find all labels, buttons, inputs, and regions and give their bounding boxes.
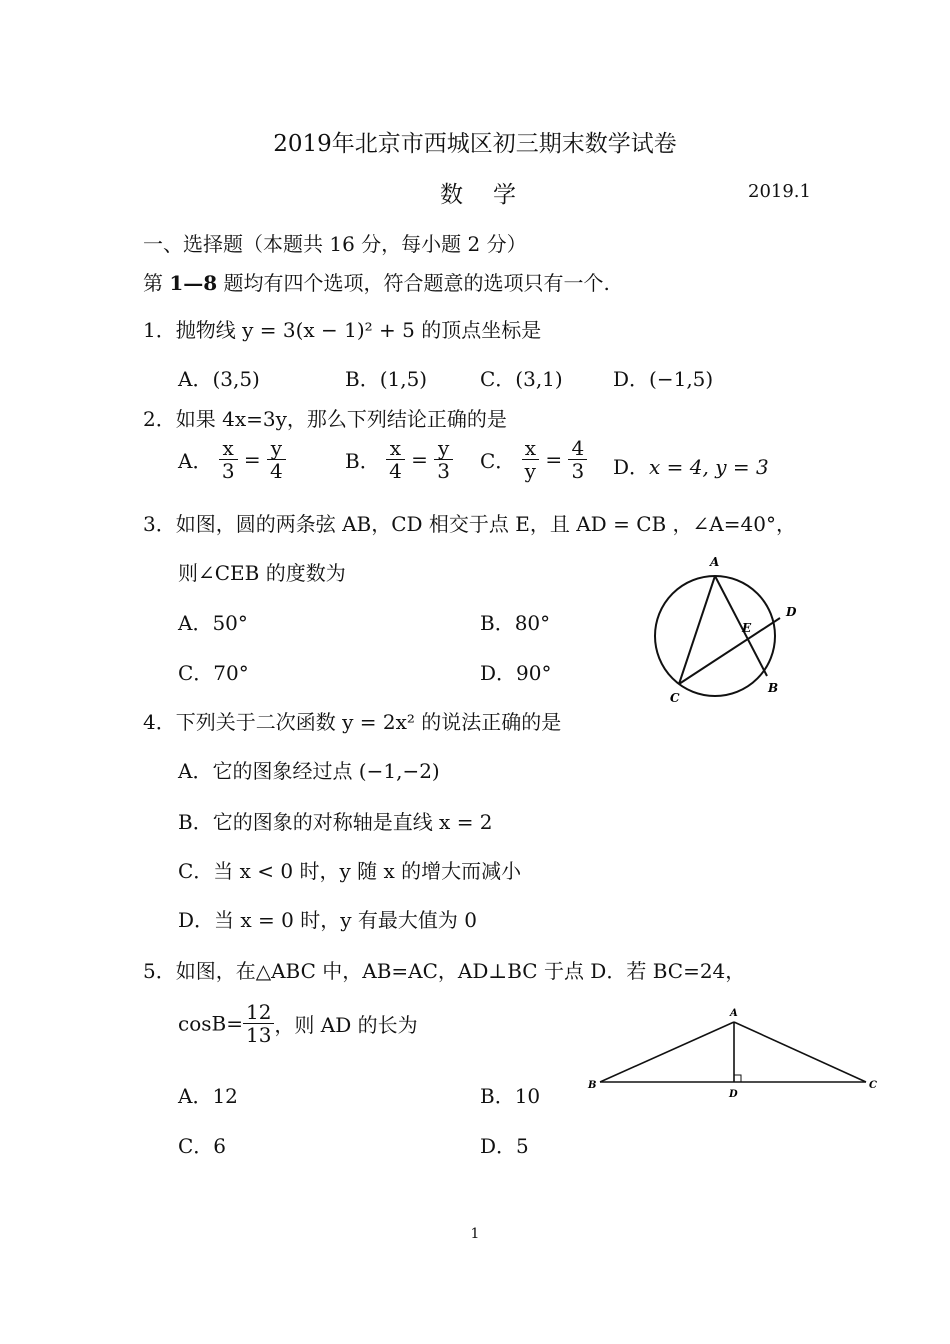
option-label: A． bbox=[178, 449, 213, 473]
denominator: 4 bbox=[270, 459, 283, 483]
question-1-stem bbox=[143, 314, 541, 343]
label-c: C bbox=[869, 1080, 877, 1091]
q5-option-b: B．10 bbox=[480, 1084, 541, 1108]
numerator: x bbox=[522, 437, 539, 460]
q1-option-b: B．(1,5) bbox=[345, 367, 428, 391]
question-number: 1． bbox=[143, 318, 176, 342]
label-e: E bbox=[742, 621, 752, 635]
label-a: A bbox=[710, 555, 720, 569]
fraction bbox=[386, 437, 405, 482]
fraction bbox=[522, 437, 539, 482]
denominator: y bbox=[524, 459, 536, 483]
right-angle-marker bbox=[734, 1075, 741, 1082]
numerator: x bbox=[219, 437, 238, 460]
question-number: 5． bbox=[143, 959, 176, 983]
q2-option-c bbox=[480, 437, 587, 482]
q1-option-d: D．(−1,5) bbox=[613, 367, 714, 391]
question-5-stem bbox=[143, 955, 745, 984]
question-text: 如果 4x=3y，那么下列结论正确的是 bbox=[175, 407, 507, 431]
denominator: 4 bbox=[389, 459, 402, 483]
q1-option-a: A．(3,5) bbox=[178, 367, 260, 391]
q1-option-c: C．(3,1) bbox=[480, 367, 563, 391]
label-b: B bbox=[768, 681, 779, 695]
instructions-suffix: 题均有四个选项，符合题意的选项只有一个. bbox=[217, 271, 610, 295]
option-label: D． bbox=[613, 455, 650, 479]
triangle-figure bbox=[580, 1002, 880, 1102]
side-ab bbox=[600, 1022, 734, 1082]
exam-date: 2019.1 bbox=[748, 181, 811, 202]
cos-prefix: cosB= bbox=[178, 1011, 243, 1036]
subject-heading: 数学 bbox=[440, 182, 546, 208]
question-3-stem-cont: 则∠CEB 的度数为 bbox=[178, 561, 346, 585]
question-text: 抛物线 y = 3(x − 1)² + 5 的顶点坐标是 bbox=[175, 318, 542, 342]
fraction bbox=[219, 437, 238, 482]
label-c: C bbox=[670, 691, 680, 705]
q5-option-d: D．5 bbox=[480, 1134, 529, 1158]
equals: = bbox=[545, 447, 563, 472]
question-number: 4． bbox=[143, 710, 176, 734]
q2-option-d bbox=[613, 451, 769, 480]
q2-option-b bbox=[345, 437, 453, 482]
question-number: 2． bbox=[143, 407, 176, 431]
page-number: 1 bbox=[470, 1226, 480, 1242]
option-text: x = 4, y = 3 bbox=[649, 455, 769, 479]
instructions-prefix: 第 bbox=[143, 271, 170, 295]
numerator: y bbox=[267, 437, 286, 460]
q4-option-b: B．它的图象的对称轴是直线 x = 2 bbox=[178, 810, 493, 834]
option-label: C． bbox=[480, 449, 516, 473]
numerator: y bbox=[434, 437, 453, 460]
circle-figure bbox=[640, 552, 820, 712]
question-text: 如图，在△ABC 中，AB=AC，AD⊥BC 于点 D．若 BC=24， bbox=[175, 959, 746, 983]
option-label: B． bbox=[345, 449, 380, 473]
fraction bbox=[243, 1001, 274, 1046]
fraction bbox=[568, 437, 587, 482]
label-a: A bbox=[730, 1008, 738, 1019]
side-ac bbox=[734, 1022, 866, 1082]
denominator: 3 bbox=[571, 459, 585, 483]
q4-option-a: A．它的图象经过点 (−1,−2) bbox=[178, 759, 440, 783]
q3-option-c: C．70° bbox=[178, 661, 249, 685]
chord-cd bbox=[679, 618, 780, 684]
denominator: 13 bbox=[245, 1023, 272, 1047]
denominator: 3 bbox=[437, 459, 451, 483]
question-3-stem bbox=[143, 508, 796, 537]
instructions bbox=[143, 267, 610, 296]
label-d: D bbox=[786, 605, 797, 619]
question-text: ，则 AD 的长为 bbox=[274, 1013, 418, 1037]
question-2-stem bbox=[143, 403, 507, 432]
section-heading: 一、选择题（本题共 16 分，每小题 2 分） bbox=[143, 232, 527, 256]
q5-option-c: C．6 bbox=[178, 1134, 227, 1158]
q5-option-a: A．12 bbox=[178, 1084, 238, 1108]
numerator: x bbox=[386, 437, 405, 460]
equals: = bbox=[243, 447, 261, 472]
instructions-range: 1—8 bbox=[169, 271, 218, 295]
question-4-stem bbox=[143, 706, 561, 735]
question-text: 如图，圆的两条弦 AB，CD 相交于点 E，且 AD = CB ，∠A=40°， bbox=[175, 512, 796, 536]
chord-ac bbox=[679, 576, 715, 684]
question-5-stem-cont bbox=[178, 1001, 418, 1046]
numerator: 4 bbox=[568, 437, 587, 460]
exam-title: 2019年北京市西城区初三期末数学试卷 bbox=[273, 131, 677, 157]
q3-option-d: D．90° bbox=[480, 661, 552, 685]
circle bbox=[655, 576, 775, 696]
fraction bbox=[434, 437, 453, 482]
equals: = bbox=[411, 447, 428, 472]
chord-ab bbox=[715, 576, 767, 676]
q4-option-c: C．当 x < 0 时，y 随 x 的增大而减小 bbox=[178, 859, 522, 883]
q3-option-b: B．80° bbox=[480, 611, 551, 635]
label-d: D bbox=[729, 1089, 738, 1100]
denominator: 3 bbox=[221, 459, 235, 483]
label-b: B bbox=[588, 1080, 597, 1091]
q2-option-a bbox=[178, 437, 286, 482]
numerator: 12 bbox=[243, 1001, 274, 1024]
question-text: 下列关于二次函数 y = 2x² 的说法正确的是 bbox=[175, 710, 562, 734]
question-number: 3． bbox=[143, 512, 176, 536]
fraction bbox=[267, 437, 286, 482]
q4-option-d: D．当 x = 0 时，y 有最大值为 0 bbox=[178, 908, 477, 932]
q3-option-a: A．50° bbox=[178, 611, 248, 635]
